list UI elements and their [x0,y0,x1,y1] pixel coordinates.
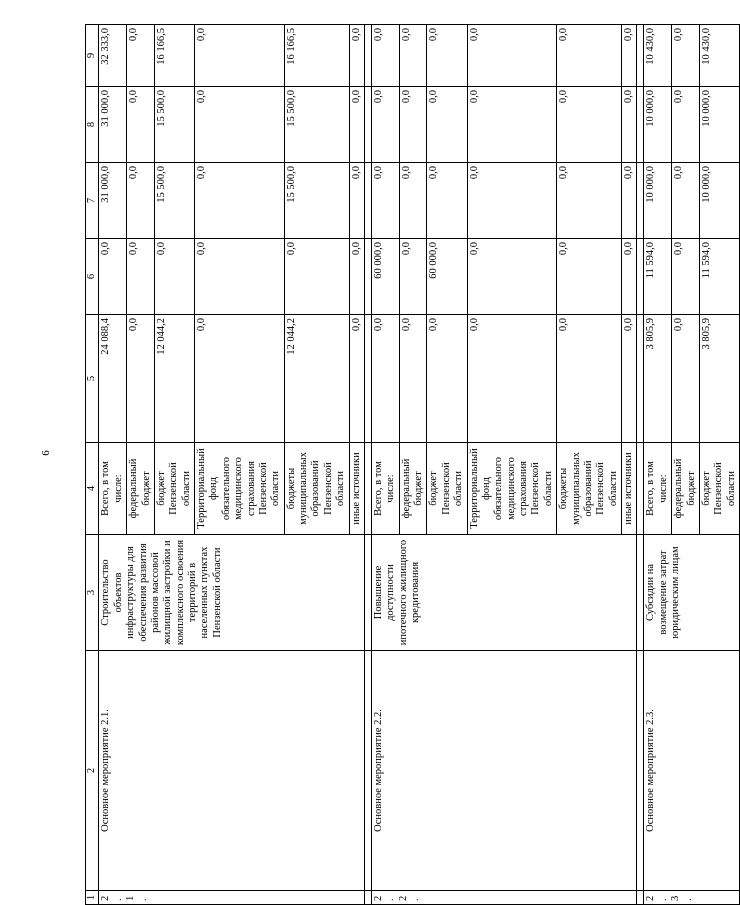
column-number: 6 [86,239,99,315]
amount-cell: 0,0 [427,25,467,87]
amount-cell: 10 000,0 [644,163,672,239]
amount-cell: 0,0 [371,87,399,163]
section-separator-row [637,25,644,905]
amount-cell: 0,0 [557,163,622,239]
document-page-rotated [85,25,737,905]
column-number: 2 [86,651,99,891]
amount-cell: 0,0 [672,163,700,239]
column-number: 4 [86,443,99,535]
amount-cell: 11 594,0 [644,239,672,315]
separator-cell [637,443,644,535]
amount-cell: 0,0 [557,87,622,163]
funding-source-cell: бюджет Пензенской области [427,443,467,535]
amount-cell: 15 500,0 [154,163,194,239]
funding-source-cell: Территориальный фонд обязательного медицинского страхования Пензенской области [195,443,285,535]
amount-cell: 10 000,0 [699,163,739,239]
amount-cell: 0,0 [622,315,637,443]
funding-source-cell: бюджет Пензенской области [699,443,739,535]
separator-cell [637,651,644,891]
separator-cell [637,535,644,651]
amount-cell: 15 500,0 [154,87,194,163]
amount-cell: 0,0 [349,239,364,315]
separator-cell [364,891,371,905]
amount-cell: 0,0 [427,87,467,163]
amount-cell: 12 044,2 [284,315,349,443]
amount-cell: 60 000,0 [371,239,399,315]
table-row [644,25,672,905]
amount-cell: 0,0 [127,25,155,87]
amount-cell: 0,0 [467,315,557,443]
amount-cell: 0,0 [399,87,427,163]
amount-cell: 24 088,4 [99,315,127,443]
activity-cell: Основное мероприятие 2.2. [371,651,637,891]
separator-cell [637,163,644,239]
funding-source-cell: федеральный бюджет [127,443,155,535]
column-number: 8 [86,87,99,163]
amount-cell: 0,0 [127,239,155,315]
amount-cell: 0,0 [622,239,637,315]
activity-cell: Основное мероприятие 2.3. [644,651,740,891]
amount-cell: 16 166,5 [284,25,349,87]
amount-cell: 0,0 [427,315,467,443]
amount-cell: 0,0 [99,239,127,315]
amount-cell: 3 805,9 [699,315,739,443]
amount-cell: 0,0 [127,87,155,163]
amount-cell: 0,0 [195,87,285,163]
amount-cell: 32 333,0 [99,25,127,87]
amount-cell: 0,0 [284,239,349,315]
amount-cell: 0,0 [622,87,637,163]
amount-cell: 0,0 [557,315,622,443]
amount-cell: 31 000,0 [99,163,127,239]
amount-cell: 0,0 [399,163,427,239]
amount-cell: 0,0 [349,25,364,87]
funding-source-cell: бюджеты муниципальных образований Пензенской области [284,443,349,535]
amount-cell: 0,0 [467,239,557,315]
section-code-cell: 2.3. [644,891,740,905]
column-number: 1 [86,891,99,905]
separator-cell [364,443,371,535]
amount-cell: 0,0 [127,163,155,239]
amount-cell: 0,0 [195,239,285,315]
amount-cell: 0,0 [427,163,467,239]
funding-table [85,24,740,905]
separator-cell [364,535,371,651]
amount-cell: 0,0 [557,25,622,87]
separator-cell [637,87,644,163]
amount-cell: 0,0 [195,315,285,443]
amount-cell: 0,0 [399,25,427,87]
funding-source-cell: Всего, в том числе: [371,443,399,535]
activity-name-cell: Строительство объектов инфраструктуры для обеспечения развития районов массовой жилищной застройки и комплексного освоения территорий в населенных пунктах Пензенской области [99,535,365,651]
amount-cell: 0,0 [622,25,637,87]
amount-cell: 0,0 [557,239,622,315]
funding-source-cell: Всего, в том числе: [99,443,127,535]
funding-table-body [86,25,740,905]
funding-source-cell: бюджет Пензенской области [154,443,194,535]
separator-cell [364,87,371,163]
amount-cell: 0,0 [127,315,155,443]
amount-cell: 0,0 [195,25,285,87]
amount-cell: 15 500,0 [284,163,349,239]
activity-cell: Основное мероприятие 2.1. [99,651,365,891]
table-row [371,25,399,905]
funding-source-cell: бюджеты муниципальных образований Пензенской области [557,443,622,535]
separator-cell [637,891,644,905]
activity-name-cell: Субсидии на возмещение затрат юридическим лицам [644,535,740,651]
amount-cell: 10 430,0 [644,25,672,87]
separator-cell [364,239,371,315]
amount-cell: 10 000,0 [699,87,739,163]
amount-cell: 12 044,2 [154,315,194,443]
amount-cell: 0,0 [371,315,399,443]
column-number-row [86,25,99,905]
amount-cell: 0,0 [154,239,194,315]
section-code-cell: 2.1. [99,891,365,905]
funding-source-cell: федеральный бюджет [399,443,427,535]
funding-source-cell: федеральный бюджет [672,443,700,535]
table-row [99,25,127,905]
activity-name-cell: Повышение доступности ипотечного жилищного кредитования [371,535,637,651]
separator-cell [364,315,371,443]
separator-cell [637,315,644,443]
amount-cell: 10 000,0 [644,87,672,163]
column-number: 5 [86,315,99,443]
amount-cell: 0,0 [399,239,427,315]
amount-cell: 0,0 [622,163,637,239]
separator-cell [364,163,371,239]
amount-cell: 0,0 [371,25,399,87]
funding-source-cell: Территориальный фонд обязательного медицинского страхования Пензенской области [467,443,557,535]
amount-cell: 0,0 [672,25,700,87]
amount-cell: 0,0 [467,163,557,239]
amount-cell: 0,0 [467,25,557,87]
page-number: 6 [40,450,52,456]
funding-source-cell: Всего, в том числе: [644,443,672,535]
amount-cell: 0,0 [195,163,285,239]
amount-cell: 0,0 [672,239,700,315]
amount-cell: 3 805,9 [644,315,672,443]
section-code-cell: 2.2. [371,891,637,905]
amount-cell: 0,0 [349,87,364,163]
amount-cell: 0,0 [349,163,364,239]
separator-cell [364,651,371,891]
amount-cell: 0,0 [672,315,700,443]
amount-cell: 10 430,0 [699,25,739,87]
amount-cell: 15 500,0 [284,87,349,163]
column-number: 9 [86,25,99,87]
amount-cell: 31 000,0 [99,87,127,163]
column-number: 3 [86,535,99,651]
funding-source-cell: иные источники [349,443,364,535]
separator-cell [637,25,644,87]
amount-cell: 0,0 [349,315,364,443]
section-separator-row [364,25,371,905]
amount-cell: 16 166,5 [154,25,194,87]
amount-cell: 60 000,0 [427,239,467,315]
funding-source-cell: иные источники [622,443,637,535]
separator-cell [637,239,644,315]
amount-cell: 0,0 [467,87,557,163]
separator-cell [364,25,371,87]
amount-cell: 11 594,0 [699,239,739,315]
amount-cell: 0,0 [399,315,427,443]
amount-cell: 0,0 [672,87,700,163]
amount-cell: 0,0 [371,163,399,239]
column-number: 7 [86,163,99,239]
